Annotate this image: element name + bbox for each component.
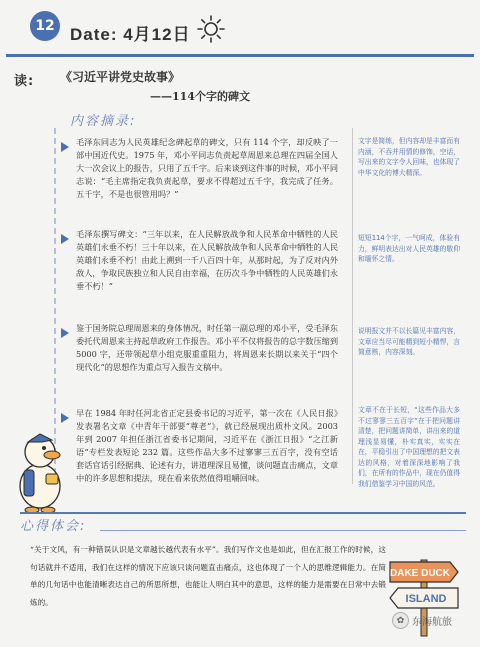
watermark-label: 东海航旅 bbox=[412, 617, 452, 628]
reflection-underline bbox=[100, 530, 466, 531]
header-divider bbox=[6, 54, 474, 57]
excerpt-paragraph-1: 毛泽东同志为人民英雄纪念碑起草的碑文，只有 114 个字，却反映了一部中国近代史。1975 年，邓小平同志负责起草周恩来总理在四届全国人大一次会议上的报告，只用了五千字。后来谈到这件事的时候，邓小平同志说：“毛主席指定我负责起草，要求不得超过五千字，我完成了任务。五千字，不是也很管用吗？” bbox=[76, 137, 339, 199]
excerpt-note-3: 说明报文并不以长篇见丰富内容，文章应当尽可能精到短小精悍，言简意赅，内容深刻。 bbox=[358, 327, 460, 356]
triangle-marker-icon bbox=[61, 413, 69, 423]
wechat-logo-icon: ✿ bbox=[392, 612, 409, 629]
excerpt-paragraph-4: 早在 1984 年时任河北省正定县委书记的习近平，第一次在《人民日报》发表署名文章《中青年干部要“尊老”》，就已经展现出质朴文风。2003 年到 2007 年担任浙江省委书记期间，习近平在《浙江日报》“之江新语”专栏发表短论 232 篇。这些作品大多不过寥寥三五百字，没有空话套话官话引经据典、论述有力，讲道理深且易懂，谈问题直击痛点，文章中的许多思想和提法，现在看来依然值得咀嚼回味。 bbox=[76, 408, 339, 483]
excerpt-note-1: 文字是简练，但内容却是丰富而有内涵，不吞并用情的修饰，空话，写出来的文字令人回味，也体现了中华文化的博大精深。 bbox=[358, 137, 460, 177]
sun-icon bbox=[196, 14, 226, 44]
triangle-marker-icon bbox=[61, 234, 69, 244]
reflection-heading: 心得体会: bbox=[20, 519, 87, 534]
day-number-badge: 12 bbox=[30, 11, 60, 41]
reflection-text: “关于文风，有一种错误认识是文章越长越代表有水平”。我们写作文也是如此，但在汇报工作的时候，这句话就并不适用，我们在这样的情况下应该只谈问题直击痛点，这也体现了一个人的思维逻辑能力。在简单的几句话中也能清晰表达自己的所思所想，也能让人明白其中的意思，这样的能力是需要在日常中去锻炼的。 bbox=[30, 545, 386, 607]
excerpt-paragraph-3: 鉴于国务院总理周恩来的身体情况，时任第一副总理的邓小平，受毛泽东委托代周恩来主持起草政府工作报告。邓小平不仅将报告的总字数压缩到 5000 字，还带领起草小组克服重重阻力，将周恩来长期以来关于“四个现代化”的思想作为重点写入报告文稿中。 bbox=[76, 323, 339, 372]
book-subtitle: ——114个字的碑文 bbox=[150, 90, 250, 103]
excerpt-note-2: 短短114个字，一气呵成，体验有力，鲜明表达出对人民英雄的敬仰和缅怀之情。 bbox=[358, 234, 460, 263]
excerpt-heading: 内容摘录: bbox=[70, 114, 137, 129]
triangle-marker-icon bbox=[61, 142, 69, 152]
excerpt-note-4: 文章不在于长短，“这些作品大多不过寥寥三五百字”在于把问题讲清楚，把问题讲简单，讲出来的道理浅显易懂，朴实真实，实实在在，平稳引出了中国理想的把文表达的风格，对着深深地影响了我们，在所有的作品中，现在仍值得我们借鉴学习中国的风范。 bbox=[358, 406, 460, 488]
book-title: 《习近平讲党史故事》 bbox=[60, 70, 181, 84]
excerpt-paragraph-2: 毛泽东撰写碑文：“三年以来，在人民解放战争和人民革命中牺牲的人民英雄们永垂不朽！三十年以来，在人民解放战争和人民革命中牺牲的人民英雄们永垂不朽！由此上溯到一千八百四十年，从那时起，为了反对内外敌人，争取民族独立和人民自由幸福，在历次斗争中牺牲的人民英雄们永垂不朽！” bbox=[76, 229, 339, 291]
triangle-marker-icon bbox=[61, 328, 69, 338]
signpost-top-label: DAKE DUCK bbox=[390, 568, 450, 579]
read-label: 读: bbox=[14, 74, 35, 89]
date-title: Date: 4月12日 bbox=[70, 25, 191, 44]
duck-illustration bbox=[12, 428, 70, 516]
reflection-divider bbox=[20, 512, 466, 514]
header-bar bbox=[0, 0, 480, 58]
signpost-bottom-label: ISLAND bbox=[405, 593, 447, 605]
